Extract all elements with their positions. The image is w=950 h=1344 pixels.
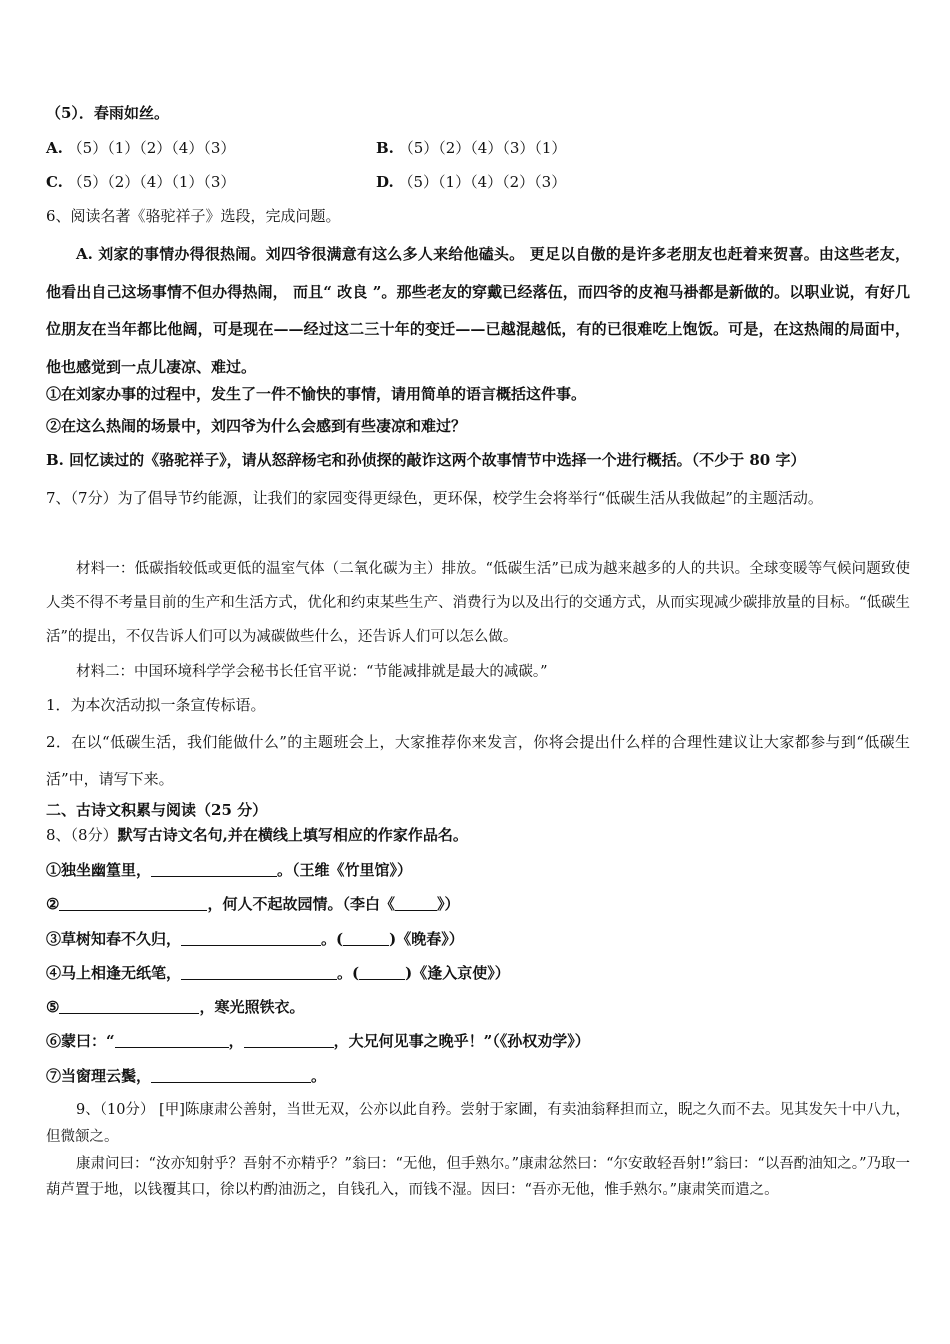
q8-line3-text: ③草树知春不久归， bbox=[46, 930, 182, 948]
q8-line2-close: 》） bbox=[436, 895, 460, 913]
q6-passage: A. 刘家的事情办得很热闹。刘四爷很满意有这么多人来给他磕头。 更足以自傲的是许多老朋友也赶着来贺喜。由这些老友，他看出自己这场事情不但办得热闹， 而且“ 改良 ”。那些老友的穿戴已经落伍，而四爷的皮袍马褂都是新做的。以职业说，有好几位朋友在当年都比他阔，可是现在——经过这二三十年的变迁——已越混越低，有的已很难吃上饱饭。可是，在这热闹的局面中，他也感觉到一点儿凄凉、难过。 bbox=[46, 245, 910, 376]
q8-instruction: 默写古诗文名句,并在横线上填写相应的作家作品名。 bbox=[117, 826, 468, 844]
q8-line3-mid: 。( bbox=[321, 930, 344, 948]
q7-sub1: 1．为本次活动拟一条宣传标语。 bbox=[46, 696, 266, 714]
answer-blank[interactable] bbox=[181, 964, 337, 980]
q8-line4-mid: 。( bbox=[337, 964, 360, 982]
answer-blank[interactable] bbox=[151, 861, 277, 877]
q8-line6 bbox=[46, 1031, 910, 1051]
q8-line4-source: )《逢入京使》） bbox=[405, 964, 510, 982]
q9-para2: 康肃问曰：“汝亦知射乎？吾射不亦精乎？”翁曰：“无他，但手熟尔。”康肃忿然曰：“尔安敢轻吾射!”翁曰：“以吾酌油知之。”乃取一葫芦置于地，以钱覆其口，徐以杓酌油沥之，自钱孔入，而钱不湿。因曰：“吾亦无他，惟手熟尔。”康肃笑而遣之。 bbox=[46, 1156, 910, 1198]
q5-option-b[interactable] bbox=[376, 138, 566, 158]
answer-blank[interactable] bbox=[59, 998, 199, 1014]
q6-sub2: ②在这么热闹的场景中，刘四爷为什么会感到有些凄凉和难过？ bbox=[46, 417, 467, 435]
q7-material2: 材料二：中国环境科学学会秘书长任官平说：“节能减排就是最大的减碳。” bbox=[76, 664, 548, 680]
q8-line1-text: ①独坐幽篁里， bbox=[46, 861, 152, 879]
answer-blank[interactable] bbox=[151, 1067, 311, 1083]
answer-blank[interactable] bbox=[244, 1032, 334, 1048]
q8-line5-num: ⑤ bbox=[46, 998, 60, 1016]
q9-stem: 9、（10分） [甲]陈康肃公善射，当世无双，公亦以此自矜。尝射于家圃，有卖油翁释担而立，睨之久而不去。见其发矢十中八九，但微颔之。 bbox=[46, 1102, 910, 1145]
q7-sub2: 2．在以“低碳生活，我们能做什么”的主题班会上，大家推荐你来发言，你将会提出什么样的合理性建议让大家都参与到“低碳生活”中，请写下来。 bbox=[46, 733, 910, 788]
q5-option-d[interactable] bbox=[376, 172, 566, 192]
q8-line4 bbox=[46, 963, 910, 983]
q8-line6-comma: ， bbox=[228, 1032, 244, 1050]
q8-number: 8、（8分） bbox=[46, 826, 118, 844]
q6-part-b: B. 回忆读过的《骆驼祥子》，请从怒辞杨宅和孙侦探的敲诈这两个故事情节中选择一个进行概括。（不少于 80 字） bbox=[46, 451, 806, 469]
q8-line7 bbox=[46, 1066, 910, 1086]
q8-line2-num: ② bbox=[46, 895, 60, 913]
q6-sub1: ①在刘家办事的过程中，发生了一件不愉快的事情，请用简单的语言概括这件事。 bbox=[46, 385, 587, 403]
q8-line3-source: )《晚春》） bbox=[389, 930, 464, 948]
q8-line4-text: ④马上相逢无纸笔， bbox=[46, 964, 182, 982]
option-letter: D. bbox=[376, 173, 394, 191]
q8-line6-text: ⑥蒙曰：“ bbox=[46, 1032, 115, 1050]
option-letter: B. bbox=[376, 139, 394, 157]
q8-line1-source: 。（王维《竹里馆》） bbox=[277, 861, 413, 879]
q7-material1: 材料一：低碳指较低或更低的温室气体（二氧化碳为主）排放。“低碳生活”已成为越来越多的人的共识。全球变暖等气候问题致使人类不得不考量目前的生产和生活方式，优化和约束某些生产、消费行为以及出行的交通方式，从而实现减少碳排放量的目标。“低碳生活”的提出，不仅告诉人们可以为减碳做些什么，还告诉人们可以怎么做。 bbox=[46, 561, 910, 645]
option-letter: A. bbox=[46, 139, 63, 157]
answer-blank[interactable] bbox=[59, 895, 207, 911]
answer-blank[interactable] bbox=[395, 895, 437, 911]
q8-line3 bbox=[46, 929, 910, 949]
q8-line1 bbox=[46, 860, 910, 880]
q8-line2-text: ，何人不起故园情。（李白《 bbox=[207, 895, 395, 913]
answer-blank[interactable] bbox=[359, 964, 405, 980]
q5-item5: （5）．春雨如丝。 bbox=[46, 104, 169, 122]
option-letter: C. bbox=[46, 173, 63, 191]
q5-option-a[interactable] bbox=[46, 138, 235, 158]
option-text: （5）（2）（4）（1）（3） bbox=[67, 173, 236, 191]
q8-line5-text: ，寒光照铁衣。 bbox=[199, 998, 305, 1016]
q5-option-c[interactable] bbox=[46, 172, 235, 192]
answer-blank[interactable] bbox=[343, 930, 389, 946]
answer-blank[interactable] bbox=[115, 1032, 229, 1048]
q7-stem: 7、（7分）为了倡导节约能源，让我们的家园变得更绿色，更环保，校学生会将举行“低碳生活从我做起”的主题活动。 bbox=[46, 489, 823, 507]
option-text: （5）（2）（4）（3）（1） bbox=[398, 139, 567, 157]
q8-line6-source: ，大兄何见事之晚乎！”（《孙权劝学》） bbox=[333, 1032, 590, 1050]
q8-line7-text: ⑦当窗理云鬓， bbox=[46, 1067, 152, 1085]
q8-line2 bbox=[46, 894, 910, 914]
answer-blank[interactable] bbox=[181, 930, 321, 946]
option-text: （5）（1）（2）（4）（3） bbox=[67, 139, 236, 157]
q8-line7-end: 。 bbox=[311, 1067, 327, 1085]
q6-stem: 6、阅读名著《骆驼祥子》选段，完成问题。 bbox=[46, 207, 341, 225]
q8-line5 bbox=[46, 997, 910, 1017]
section2-title: 二、古诗文积累与阅读（25 分） bbox=[46, 801, 268, 819]
q8-stem bbox=[46, 825, 910, 845]
option-text: （5）（1）（4）（2）（3） bbox=[398, 173, 567, 191]
